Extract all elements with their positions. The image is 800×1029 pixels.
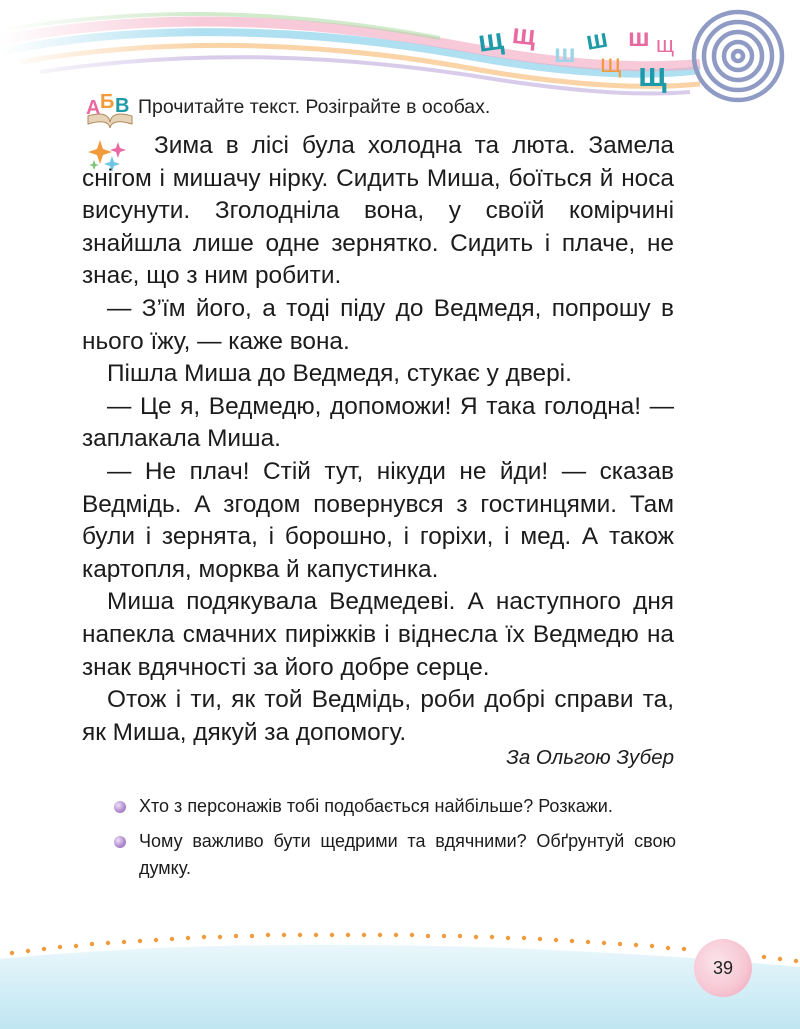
page-number: 39 [712, 958, 734, 978]
story-author: За Ольгою Зубер [506, 746, 674, 769]
decor-letter-6: ш [628, 22, 650, 52]
story-paragraph: Отож і ти, як той Ведмідь, роби добрі справи та, як Миша, дякуй за допомогу. [82, 686, 674, 746]
story-paragraph: Пішла Миша до Ведмедя, стукає у двері. [107, 360, 572, 388]
story-paragraph: Миша подякувала Ведмедеві. А наступного дня напекла смачних пиріжків і віднесла їх Ведмедю на знак вдячності за його добре серце. [82, 588, 674, 681]
question-list [114, 793, 676, 890]
bullet-icon [114, 801, 126, 813]
story-paragraph: — З’їм його, а тоді піду до Ведмедя, попрошу в нього їжу, — каже вона. [82, 294, 674, 355]
page-number-badge [694, 939, 752, 997]
book-abv-icon [84, 90, 134, 128]
footer-decoration [0, 919, 800, 1029]
question-item [114, 793, 676, 821]
story-paragraph: Зима в лісі була холодна та люта. Замела снігом і мишачу нірку. Сидить Миша, боїться й носа висунути. Зголодніла вона, у своїй комірчині знайшла лише одне зернятко. Сидить і плаче, не знає, що з ним робити. [82, 132, 674, 290]
decor-letter-3: ш [554, 38, 576, 68]
bullet-icon [114, 836, 126, 848]
decor-letter-7: щ [656, 32, 675, 57]
decor-letter-1: щ [475, 22, 506, 59]
decor-letter-5: щ [600, 48, 622, 78]
svg-text:А: А [86, 97, 101, 119]
question-item [114, 828, 676, 883]
instruction-header [84, 90, 684, 130]
story-paragraph: — Це я, Ведмедю, допоможи! Я така голодна! — заплакала Миша. [82, 392, 674, 453]
instruction-text: Прочитайте текст. Розіграйте в особах. [138, 96, 491, 118]
svg-text:В: В [115, 95, 130, 117]
svg-text:Б: Б [100, 91, 115, 113]
decor-letter-2: щ [510, 17, 538, 52]
decor-letter-8: щ [638, 56, 667, 94]
decor-letter-4: ш [583, 22, 610, 56]
story-paragraph: — Не плач! Стій тут, нікуди не йди! — сказав Ведмідь. А згодом повернувся з гостинцями. Там були і зернята, і борошно, і горіхи, і мед. А також картопля, морква й капустинка. [82, 457, 674, 583]
question-text: Хто з персонажів тобі подобається найбільше? Розкажи. [139, 796, 613, 816]
story-text [82, 130, 674, 749]
question-text: Чому важливо бути щедрими та вдячними? Обґрунтуй свою думку. [139, 830, 676, 878]
